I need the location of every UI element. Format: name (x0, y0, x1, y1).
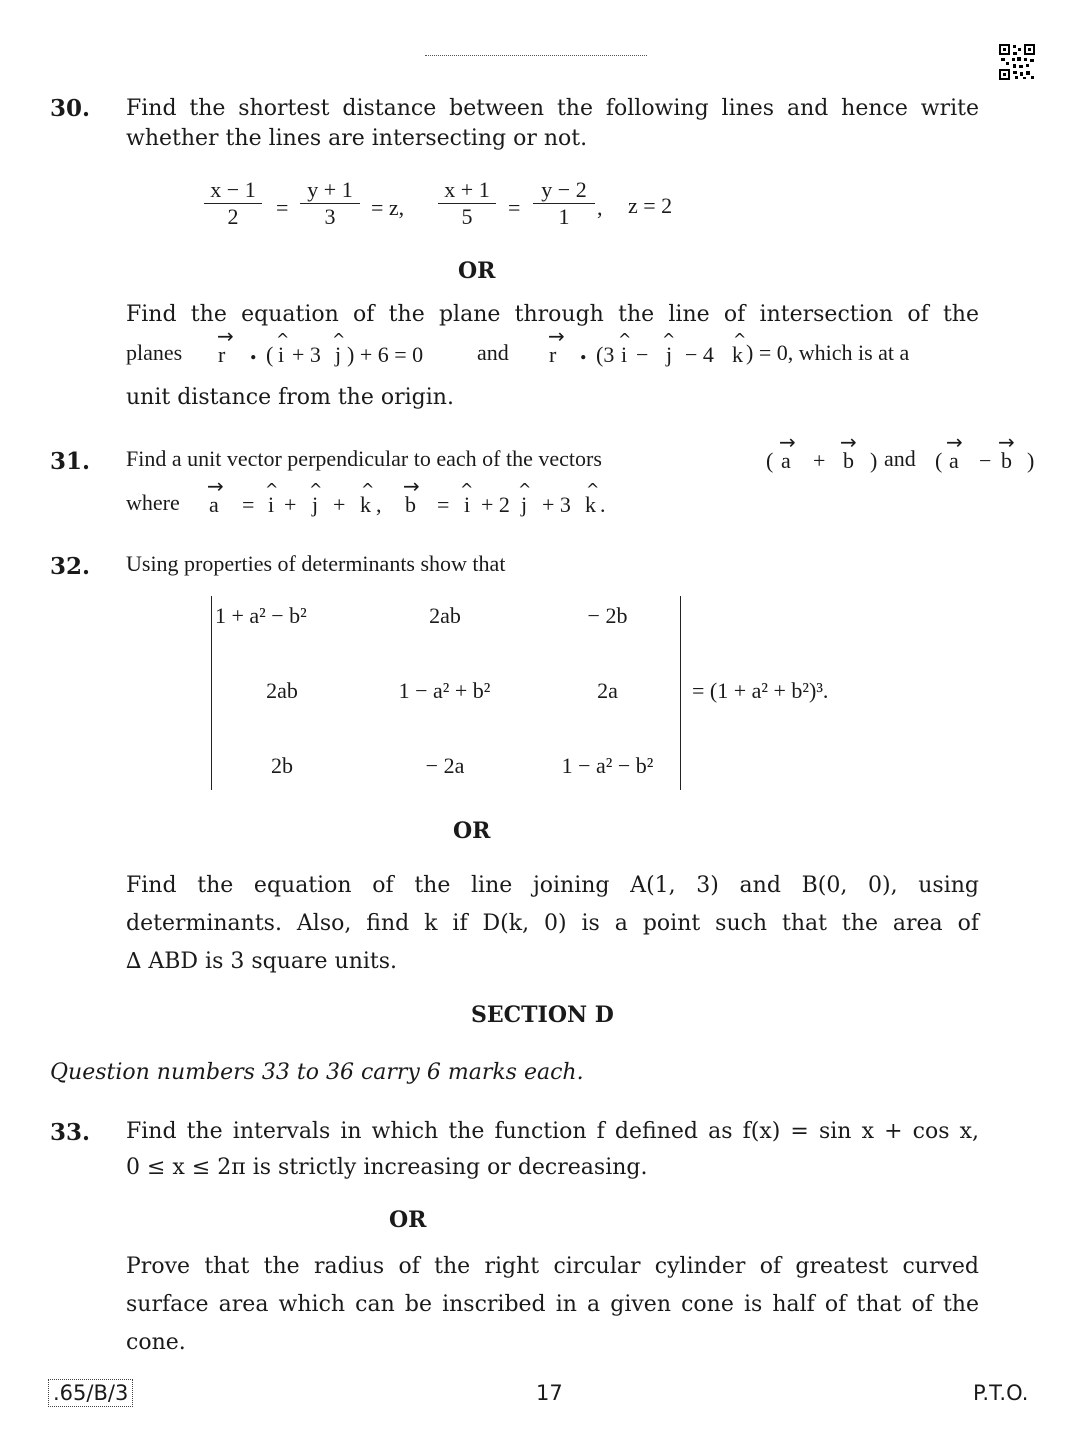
matrix-cell: 2a (597, 678, 618, 703)
vector-arrow-icon: → (207, 474, 224, 498)
vector-arrow-icon: → (946, 430, 963, 454)
section-title: SECTION D (471, 1002, 614, 1028)
q31-v1-b: b (843, 448, 854, 473)
q30-p2a: (3 (596, 342, 615, 367)
hat-icon: ^ (733, 330, 747, 349)
question-number-32: 32. (50, 553, 91, 580)
q31-v2-open: ( (935, 448, 943, 473)
q31-b: b (405, 492, 416, 517)
q31-a: a (209, 492, 219, 517)
q30-r1: r (218, 342, 226, 367)
q31-where: where (126, 490, 180, 515)
vector-arrow-icon: → (403, 474, 420, 498)
determinant-left-bar (211, 596, 212, 790)
q30-z2: z = 2 (628, 193, 673, 218)
pto-label: P.T.O. (973, 1381, 1029, 1405)
q30-eq2: = z, (371, 195, 405, 220)
q31-v1-plus: + (813, 448, 826, 473)
matrix-cell: 1 − a² + b² (398, 678, 491, 703)
q31-period: . (600, 492, 606, 517)
hat-icon: ^ (265, 480, 279, 499)
hat-icon: ^ (662, 330, 676, 349)
question-number-30: 30. (50, 95, 91, 122)
q30-p2b: − (636, 342, 649, 367)
q30-i1: i (278, 342, 285, 367)
q32-alt: Find the equation of the line joining A(1, 3) and B(0, 0), using determinants. Also, find k if D(k, 0) is a point such that the area of ∆ ABD is 3 square units. (126, 873, 979, 974)
q30-k2: k (732, 342, 743, 367)
hat-icon: ^ (276, 330, 290, 349)
q30-frac1: $\frac{x - 1}{2}$ (204, 177, 262, 230)
q30-frac4: $\frac{y - 2}{1}$ (533, 177, 595, 230)
determinant-right-bar (680, 596, 681, 790)
matrix-cell: − 2b (587, 603, 628, 628)
q30-j2: j (666, 342, 673, 367)
q30-eq3: = (508, 195, 521, 220)
q31-b-plus2: + 3 (542, 492, 571, 517)
q31-bk: k (585, 492, 596, 517)
q30-eq1: = (276, 195, 289, 220)
matrix-cell: 1 − a² − b² (561, 753, 654, 778)
q31-v2-a: a (949, 448, 959, 473)
q33-text: Find the intervals in which the function f defined as f(x) = sin x + cos x, 0 ≤ x ≤ 2π is strictly increasing or decreasing. (126, 1119, 979, 1180)
matrix-cell: 2ab (266, 678, 298, 703)
vector-arrow-icon: → (840, 430, 857, 454)
q31-b-plus1: + 2 (481, 492, 510, 517)
q31-ak: k (360, 492, 371, 517)
hat-icon: ^ (586, 480, 600, 499)
q30-line2: whether the lines are intersecting or not. (126, 126, 588, 151)
q30-p1a: ( (266, 342, 274, 367)
q30-comma: , (597, 195, 603, 220)
vector-arrow-icon: → (548, 324, 565, 348)
q32-intro: Using properties of determinants show that (126, 551, 506, 576)
matrix-cell: 1 + a² − b² (215, 603, 307, 628)
q31-v2-close: ) (1027, 448, 1035, 473)
hat-icon: ^ (309, 480, 323, 499)
q30-frac2: $\frac{y + 1}{3}$ (300, 177, 360, 230)
hat-icon: ^ (361, 480, 375, 499)
q30-i2: i (621, 342, 628, 367)
q31-ai: i (268, 492, 275, 517)
determinant-rhs: = (1 + a² + b²)³. (692, 678, 829, 703)
q31-aj: j (312, 492, 319, 517)
q31-eq-a: = (242, 492, 255, 517)
q31-v2-b: b (1001, 448, 1012, 473)
q30-p2d: ) = 0, which is at a (746, 340, 910, 365)
q30-and: and (477, 340, 509, 365)
q31-eq-b: = (437, 492, 450, 517)
q30-alt-line1: Find the equation of the plane through the line of intersection of the (126, 302, 979, 327)
q30-dot2: . (580, 336, 587, 365)
q30-p1c: ) + 6 = 0 (347, 342, 424, 367)
hat-icon: ^ (460, 480, 474, 499)
vector-arrow-icon: → (998, 430, 1015, 454)
q33-or: OR (389, 1207, 427, 1233)
q31-v1-close: ) (870, 448, 878, 473)
hat-icon: ^ (518, 480, 532, 499)
q30-alt-line3: unit distance from the origin. (126, 385, 454, 410)
matrix-cell: 2ab (429, 603, 461, 628)
q30-r2: r (549, 342, 557, 367)
hat-icon: ^ (618, 330, 632, 349)
q31-comma: , (376, 492, 382, 517)
page-number: 17 (536, 1381, 563, 1405)
section-instruction: Question numbers 33 to 36 carry 6 marks each. (50, 1060, 584, 1085)
q31-a-plus1: + (284, 492, 297, 517)
paper-code: .65/B/3 (48, 1379, 133, 1407)
q31-bj: j (521, 492, 528, 517)
q31-a-plus2: + (333, 492, 346, 517)
q30-alt-planes: planes (126, 340, 183, 365)
q30-dot1: . (250, 336, 257, 365)
hat-icon: ^ (332, 330, 346, 349)
q32-or: OR (453, 818, 491, 844)
q30-p1b: + 3 (292, 342, 321, 367)
q33-alt: Prove that the radius of the right circular cylinder of greatest curved surface area which can be inscribed in a given cone is half of that of the cone. (126, 1254, 979, 1355)
question-number-31: 31. (50, 448, 91, 475)
q30-text (126, 90, 979, 158)
q31-v1-open: ( (766, 448, 774, 473)
q31-v2-minus: − (979, 448, 992, 473)
q31-bi: i (464, 492, 471, 517)
header-dotted-line (425, 55, 647, 56)
matrix-cell: − 2a (425, 753, 465, 778)
q30-j1: j (335, 342, 342, 367)
q31-and: and (884, 446, 916, 471)
q31-text: Find a unit vector perpendicular to each of the vectors (126, 446, 602, 471)
vector-arrow-icon: → (779, 430, 796, 454)
matrix-cell: 2b (271, 753, 293, 778)
q30-frac3: $\frac{x + 1}{5}$ (438, 177, 496, 230)
q30-or: OR (458, 258, 496, 284)
q30-line1: Find the shortest distance between the following lines and hence write (126, 96, 979, 121)
qr-code-icon (999, 44, 1035, 80)
q30-p2c: − 4 (685, 342, 714, 367)
vector-arrow-icon: → (217, 324, 234, 348)
q31-v1-a: a (781, 448, 791, 473)
question-number-33: 33. (50, 1119, 91, 1146)
